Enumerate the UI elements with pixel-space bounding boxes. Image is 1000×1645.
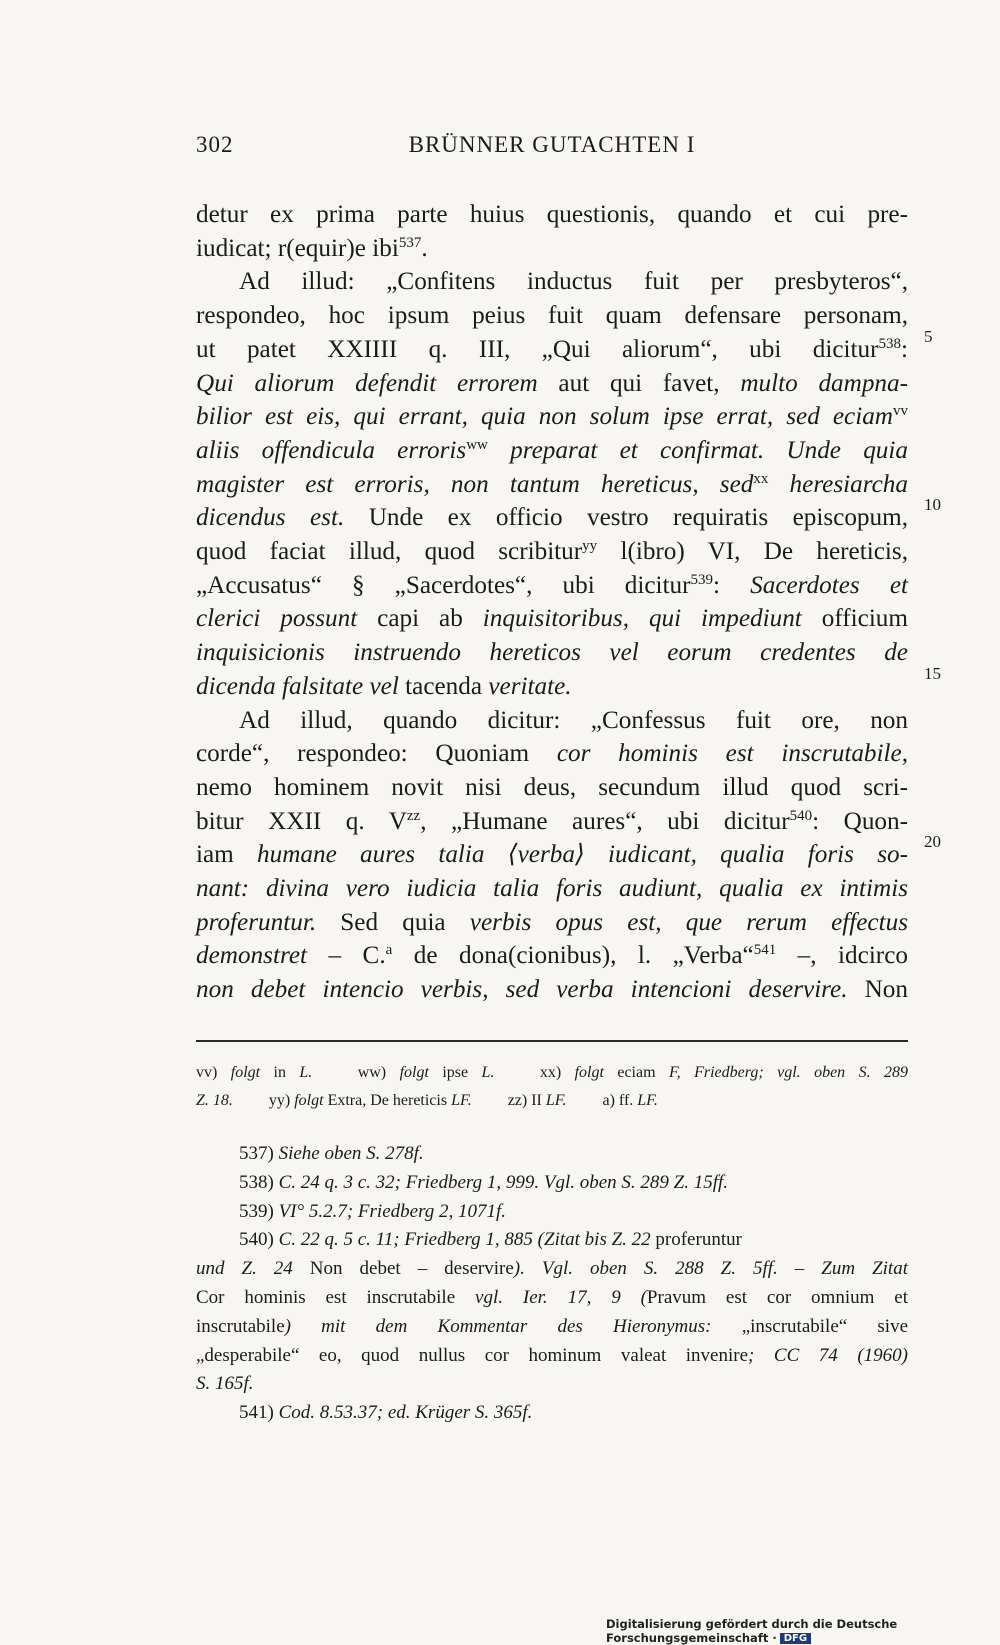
text-segment: xx) <box>494 1064 575 1081</box>
text-line <box>196 973 908 1007</box>
text-segment: – C. <box>307 942 386 970</box>
text-segment: ut patet XXIIII q. III, „Qui aliorum“, ubi dicitur <box>196 335 879 363</box>
text-segment: officium <box>801 605 908 633</box>
text-segment: , „Humane aures“, ubi dicitur <box>420 807 790 835</box>
text-segment: non debet intencio verbis, sed verba intencioni deservire. <box>196 976 848 1004</box>
dfg-logo: DFG <box>780 1633 811 1644</box>
text-line <box>196 501 908 535</box>
footnote-line <box>196 1284 908 1313</box>
text-line <box>196 232 908 266</box>
text-segment: : Quon- <box>812 807 908 835</box>
text-line <box>196 636 908 670</box>
reference-mark: 538 <box>878 335 901 352</box>
text-line <box>196 737 908 771</box>
text-segment: –, idcirco <box>776 942 908 970</box>
text-segment: proferuntur. <box>196 908 317 936</box>
text-line <box>196 367 908 401</box>
text-segment: dicendus est. <box>196 504 345 532</box>
text-segment: C. 22 q. 5 c. 11; Friedberg 1, 885 (Zitat bis Z. 22 <box>278 1229 651 1251</box>
text-line <box>196 400 908 434</box>
text-segment: Ad illud, quando dicitur: „Confessus fuit ore, non <box>239 706 908 734</box>
reference-mark: xx <box>753 470 769 487</box>
text-segment: 541) <box>239 1402 279 1424</box>
text-segment: aut qui favet, <box>537 369 741 397</box>
text-segment: Pravum est cor omnium et <box>646 1286 908 1308</box>
text-line <box>196 569 908 603</box>
text-segment: folgt <box>230 1064 261 1081</box>
text-segment: iudicat; r(equir)e ibi <box>196 234 399 262</box>
text-segment: tacenda <box>398 672 489 700</box>
footnote-line <box>196 1313 908 1342</box>
reference-mark: 539 <box>690 571 714 588</box>
text-line <box>196 333 908 367</box>
text-segment: respondeo, hoc ipsum peius fuit quam defensare personam, <box>196 302 908 330</box>
text-segment: 538) <box>239 1171 279 1193</box>
text-segment: 537) <box>239 1143 279 1164</box>
text-line <box>196 906 908 940</box>
text-segment: F, Friedberg; vgl. oben S. 289 <box>668 1064 909 1081</box>
text-segment: 540) <box>239 1229 279 1251</box>
text-segment: eciam <box>603 1064 669 1081</box>
text-segment: VI° 5.2.7; Friedberg 2, 1071f. <box>278 1200 507 1222</box>
text-segment: a) ff. <box>566 1092 638 1109</box>
text-segment: humane aures talia ⟨verba⟩ iudicant, qualia foris so- <box>257 841 908 869</box>
text-segment: : <box>713 571 751 599</box>
text-line <box>196 299 908 333</box>
text-segment: nant: divina vero iudicia talia foris audiunt, qualia ex intimis <box>196 875 908 903</box>
digitization-credit <box>606 1617 996 1645</box>
text-line <box>196 704 908 738</box>
text-segment: inquisitoribus, qui impediunt <box>482 605 802 633</box>
text-segment: und Z. 24 <box>196 1258 293 1280</box>
text-segment: Qui aliorum defendit errorem <box>196 369 538 397</box>
text-segment: clerici possunt <box>196 605 358 633</box>
text-segment: verbis opus est, que rerum effectus <box>469 908 908 936</box>
text-line <box>196 535 908 569</box>
text-segment: „Accusatus“ § „Sacerdotes“, ubi dicitur <box>196 571 691 599</box>
apparatus-line <box>196 1059 908 1087</box>
reference-mark: yy <box>582 538 598 555</box>
text-segment: yy) <box>232 1092 295 1109</box>
text-segment: folgt <box>294 1092 324 1109</box>
reference-mark: a <box>385 942 393 959</box>
text-line <box>196 265 908 299</box>
reference-mark: 537 <box>398 234 422 251</box>
text-segment: . <box>421 234 428 262</box>
footnote-divider <box>196 1040 908 1042</box>
text-segment: aliis offendicula erroris <box>196 436 467 464</box>
text-segment: veritate. <box>488 672 572 700</box>
text-segment: ) mit dem Kommentar des Hieronymus: <box>284 1315 712 1337</box>
text-segment: in <box>260 1064 300 1081</box>
text-segment: cor hominis est inscrutabile, <box>556 740 908 768</box>
text-segment: dicenda falsitate vel <box>196 672 399 700</box>
text-line <box>196 198 908 232</box>
main-text <box>196 198 908 1007</box>
reference-mark: 541 <box>753 942 777 959</box>
text-segment: folgt <box>574 1064 604 1081</box>
footnote-line <box>196 1226 908 1255</box>
text-line <box>196 805 908 839</box>
line-number: 5 <box>924 327 933 346</box>
text-segment: iam <box>196 841 258 869</box>
text-segment: Sed quia <box>316 908 470 936</box>
text-segment: „inscrutabile“ sive <box>711 1315 909 1337</box>
footnote-line <box>196 1399 908 1428</box>
text-segment: ; CC 74 (1960) <box>748 1344 909 1366</box>
text-segment: corde“, respondeo: Quoniam <box>196 740 557 768</box>
footnote-line <box>196 1342 908 1371</box>
text-segment: demonstret <box>196 942 307 970</box>
line-number: 20 <box>924 832 941 851</box>
text-segment: magister est erroris, non tantum hereticus, sed <box>196 470 754 498</box>
text-segment: vgl. Ier. 17, 9 ( <box>475 1286 647 1308</box>
critical-apparatus <box>196 1059 908 1115</box>
reference-mark: vv <box>893 403 908 420</box>
text-segment: 539) <box>239 1200 279 1222</box>
text-segment: Ad illud: „Confitens inductus fuit per presbyteros“, <box>239 268 908 296</box>
text-segment: : <box>901 335 908 363</box>
page-header <box>196 132 908 172</box>
text-segment: Z. 18. <box>196 1092 233 1109</box>
text-line <box>196 602 908 636</box>
text-segment: Non <box>847 976 908 1004</box>
text-segment: ). Vgl. oben S. 288 Z. 5ff. – Zum Zitat <box>513 1258 908 1280</box>
text-segment: zz) II <box>471 1092 546 1109</box>
text-segment: inquisicionis instruendo hereticos vel eorum credentes de <box>196 639 908 667</box>
text-segment: Cor hominis est inscrutabile <box>196 1286 476 1308</box>
footnotes <box>196 1140 908 1428</box>
text-segment: Unde ex officio vestro requiratis episcopum, <box>344 504 908 532</box>
footnote-line <box>196 1140 908 1169</box>
text-segment: ww) <box>312 1064 400 1081</box>
text-segment: S. 165f. <box>196 1373 254 1395</box>
text-segment: L. <box>481 1064 495 1081</box>
text-segment: folgt <box>399 1064 429 1081</box>
text-segment: inscrutabile <box>196 1315 285 1337</box>
credit-text: Digitalisierung gefördert durch die Deutsche Forschungsgemeinschaft · <box>606 1617 898 1645</box>
text-line <box>196 838 908 872</box>
text-line <box>196 939 908 973</box>
text-segment: C. 24 q. 3 c. 32; Friedberg 1, 999. Vgl. oben S. 289 Z. 15ff. <box>278 1171 729 1193</box>
text-segment: „desperabile“ eo, quod nullus cor hominum valeat invenire <box>196 1344 749 1366</box>
apparatus-line <box>196 1087 908 1115</box>
text-segment: Sacerdotes et <box>750 571 908 599</box>
text-line <box>196 771 908 805</box>
text-segment: proferuntur <box>650 1229 742 1251</box>
text-segment: bitur XXII q. V <box>196 807 407 835</box>
text-segment: L. <box>299 1064 313 1081</box>
text-line <box>196 872 908 906</box>
text-segment: Extra, De hereticis <box>323 1092 452 1109</box>
page-number: 302 <box>196 132 234 157</box>
text-segment: ipse <box>428 1064 482 1081</box>
text-segment: Non debet – deservire <box>292 1258 514 1280</box>
line-number: 15 <box>924 664 941 683</box>
reference-mark: 540 <box>789 807 813 824</box>
text-segment: Cod. 8.53.37; ed. Krüger S. 365f. <box>278 1402 533 1424</box>
text-segment: nemo hominem novit nisi deus, secundum illud quod scri- <box>196 773 908 801</box>
text-segment: multo dampna- <box>740 369 908 397</box>
footnote-line <box>196 1255 908 1284</box>
footnote-line <box>196 1198 908 1227</box>
text-segment: LF. <box>637 1092 658 1109</box>
text-line <box>196 434 908 468</box>
text-segment: capi ab <box>357 605 483 633</box>
text-segment: preparat et confirmat. Unde quia <box>487 436 908 464</box>
footnote-line <box>196 1169 908 1198</box>
text-segment: vv) <box>196 1064 231 1081</box>
footnote-line <box>196 1370 908 1399</box>
text-segment: Siehe oben S. 278f. <box>278 1143 424 1164</box>
text-segment: heresiarcha <box>768 470 908 498</box>
text-segment: LF. <box>545 1092 567 1109</box>
reference-mark: ww <box>466 436 488 453</box>
text-segment: l(ibro) VI, De hereticis, <box>597 538 908 566</box>
running-title: BRÜNNER GUTACHTEN I <box>408 132 696 157</box>
reference-mark: zz <box>406 807 421 824</box>
text-segment: detur ex prima parte huius questionis, quando et cui pre- <box>196 201 908 228</box>
text-segment: LF. <box>451 1092 472 1109</box>
text-line <box>196 468 908 502</box>
line-number: 10 <box>924 495 941 514</box>
text-segment: bilior est eis, qui errant, quia non solum ipse errat, sed eciam <box>196 403 893 431</box>
text-line <box>196 670 908 704</box>
text-segment: de dona(cionibus), l. „Verba“ <box>392 942 754 970</box>
text-segment: quod faciat illud, quod scribitur <box>196 538 583 566</box>
